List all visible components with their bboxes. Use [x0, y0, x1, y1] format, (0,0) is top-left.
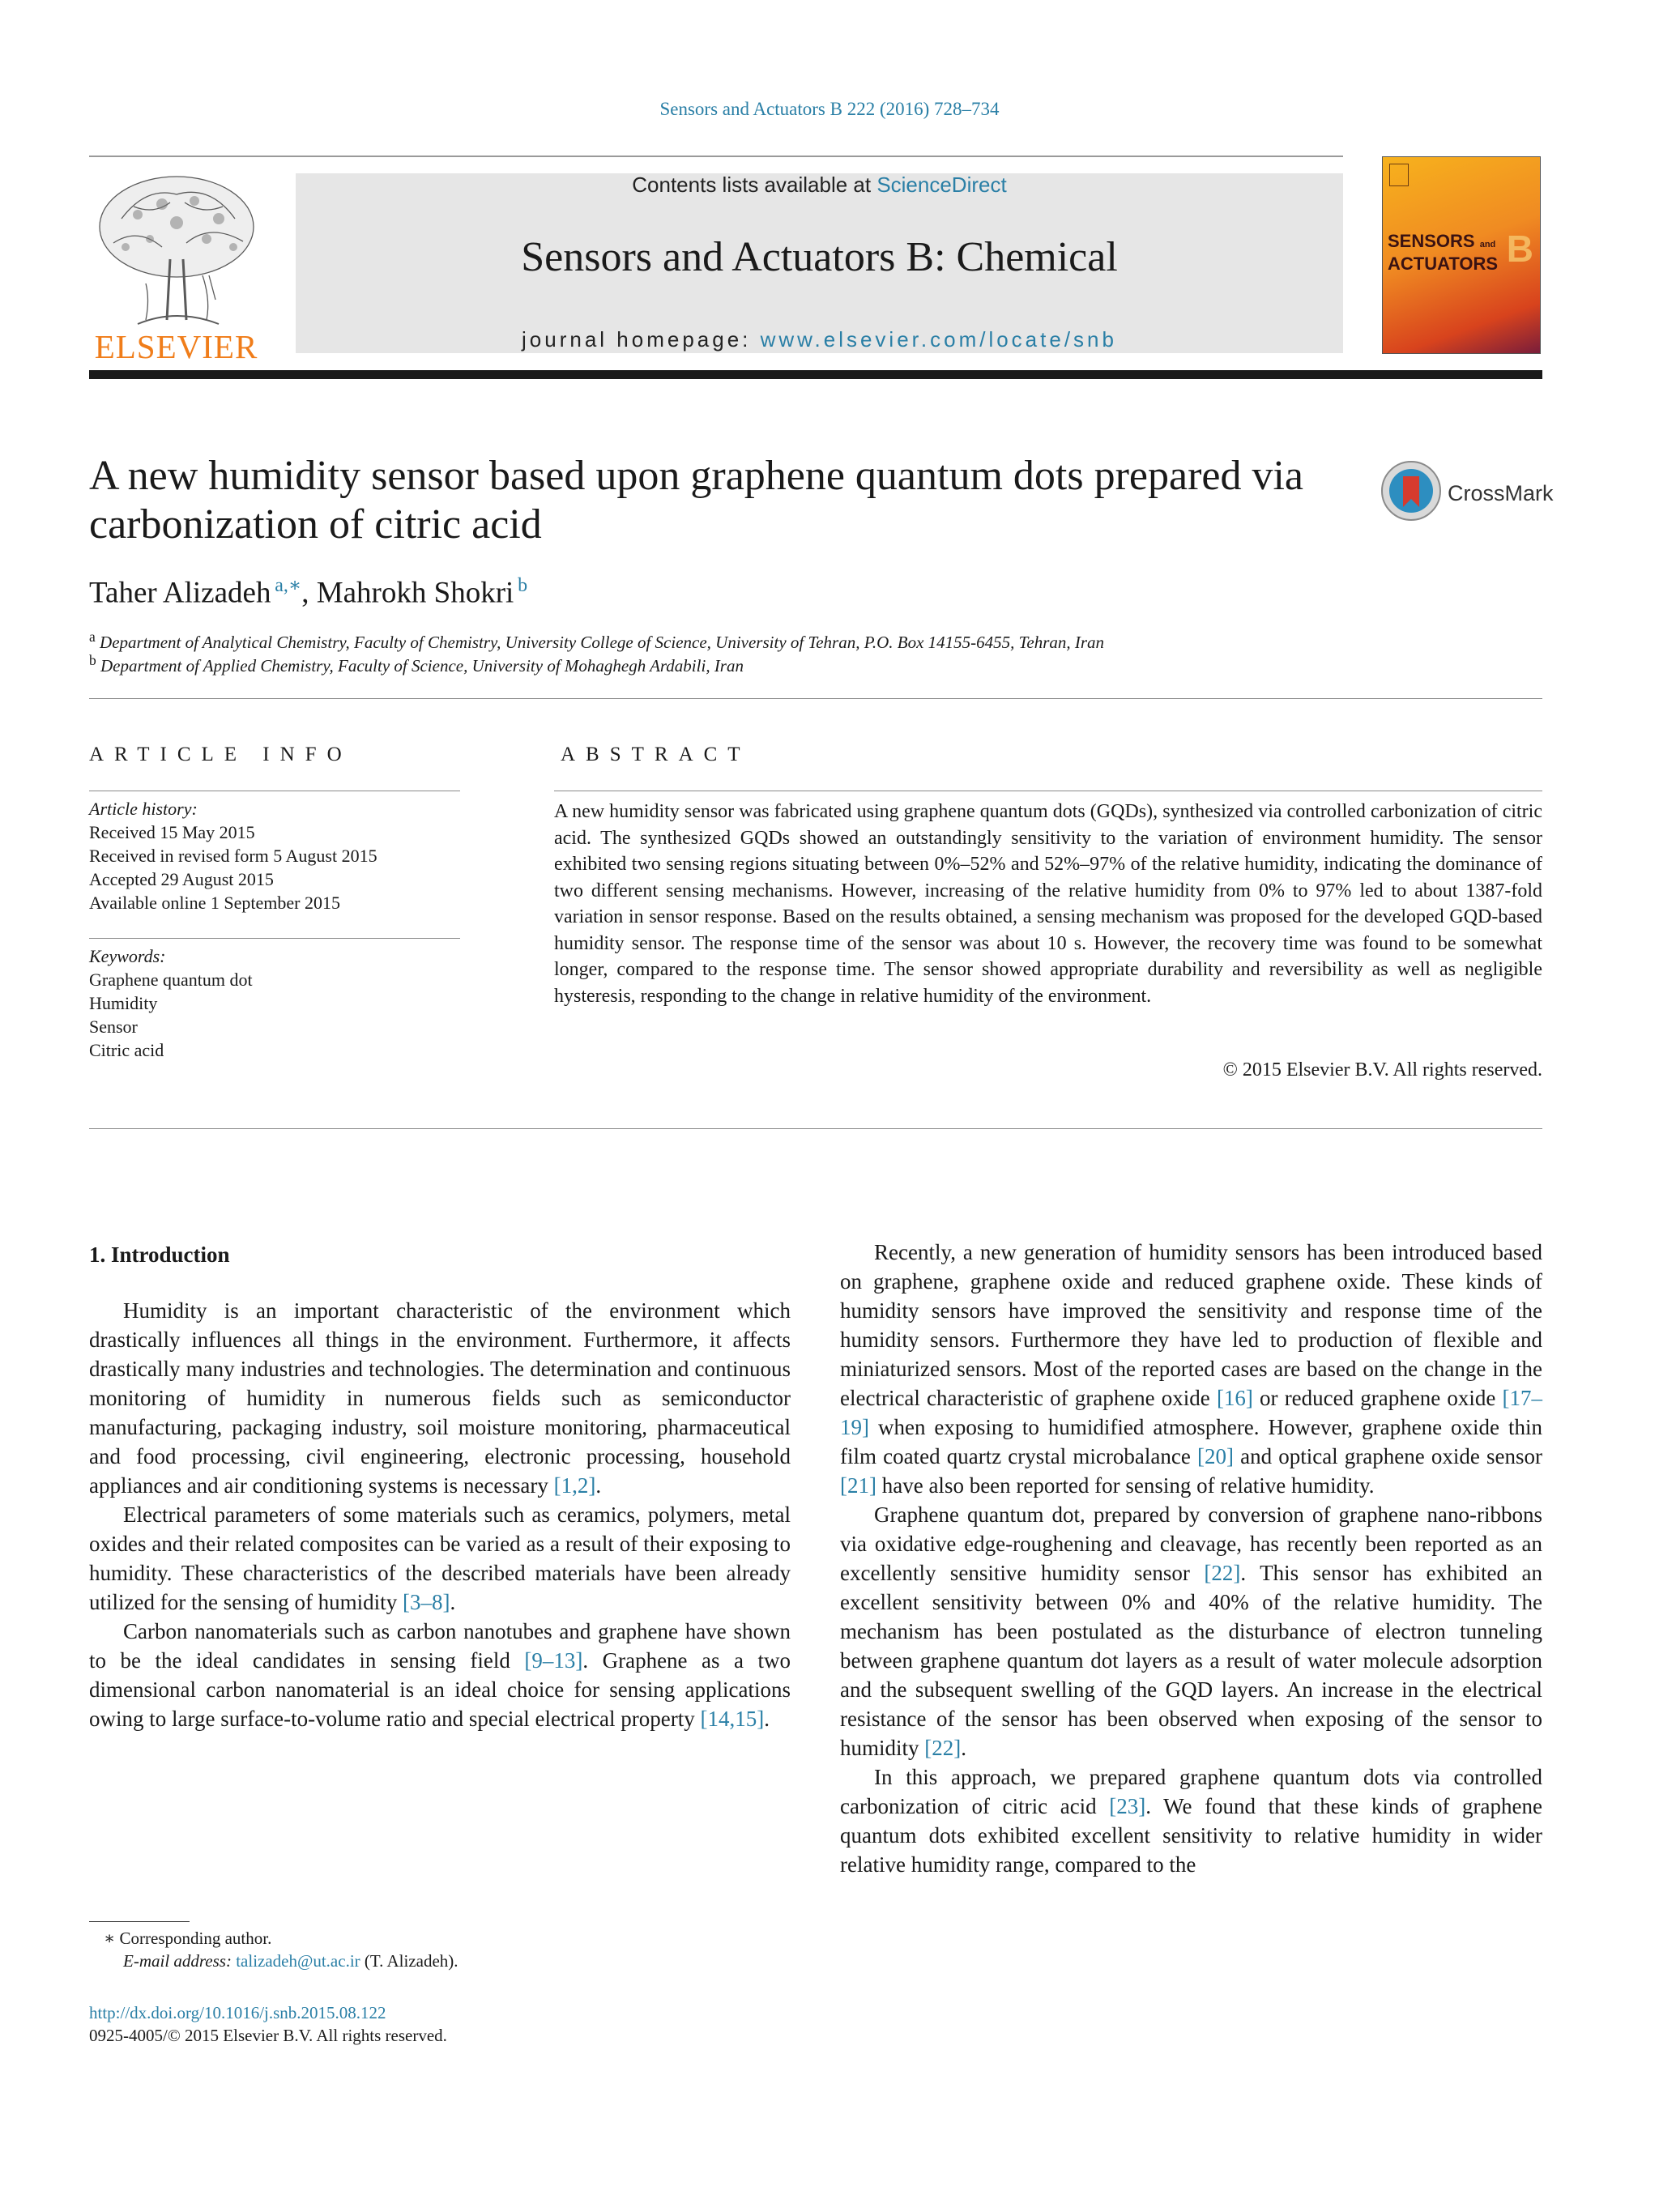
paragraph-text: .: [450, 1590, 456, 1614]
body-paragraph: [89, 1617, 791, 1733]
citation-link[interactable]: [14,15]: [700, 1707, 765, 1731]
paragraph-text: and optical graphene oxide sensor: [1233, 1444, 1542, 1468]
cover-letter: B: [1506, 228, 1533, 270]
section-heading: 1. Introduction: [89, 1242, 230, 1267]
section-rule: [89, 1128, 1542, 1129]
header-rule: [89, 156, 1343, 157]
cover-line2: ACTUATORS: [1388, 254, 1499, 274]
citation-link[interactable]: [16]: [1216, 1386, 1253, 1410]
citation-link[interactable]: [9–13]: [524, 1648, 583, 1673]
citation-link[interactable]: [22]: [1204, 1561, 1241, 1585]
author-affil-marker[interactable]: b: [518, 575, 528, 596]
crossmark-label[interactable]: CrossMark: [1448, 481, 1554, 505]
keywords-heading: Keywords:: [89, 946, 166, 966]
author-name[interactable]: Taher Alizadeh: [89, 576, 271, 610]
journal-title: Sensors and Actuators B: Chemical: [521, 234, 1118, 280]
contents-line: [296, 173, 1343, 198]
history-item: Available online 1 September 2015: [89, 893, 340, 913]
header-thick-rule: [89, 370, 1542, 379]
paragraph-text: .: [764, 1707, 770, 1731]
paragraph-text: .: [595, 1473, 602, 1498]
email-suffix: (T. Alizadeh).: [360, 1951, 458, 1971]
author-name[interactable]: Mahrokh Shokri: [316, 576, 514, 610]
keywords: [89, 944, 253, 1062]
elsevier-wordmark: ELSEVIER: [94, 328, 258, 365]
body-paragraph: [89, 1500, 791, 1617]
homepage-link[interactable]: www.elsevier.com/locate/snb: [760, 327, 1117, 352]
paragraph-text: . Graphene as a two dimensional carbon nanomaterial is an ideal choice for sensing applications owing to large surface-to-volume ratio and special electrical property: [89, 1648, 791, 1731]
homepage-prefix: journal homepage:: [522, 327, 761, 352]
history-item: Received 15 May 2015: [89, 822, 255, 842]
body-paragraph: [840, 1238, 1542, 1500]
cover-title: [1388, 232, 1498, 273]
sciencedirect-link[interactable]: ScienceDirect: [876, 173, 1007, 197]
cover-and: and: [1479, 240, 1496, 249]
citation-link[interactable]: [17–19]: [840, 1386, 1542, 1439]
body-paragraph: [89, 1296, 791, 1500]
doi-link[interactable]: http://dx.doi.org/10.1016/j.snb.2015.08.122: [89, 2003, 386, 2022]
info-rule: [89, 938, 460, 939]
section-rule: [89, 698, 1542, 699]
history-item: Received in revised form 5 August 2015: [89, 846, 377, 866]
email-note: [123, 1951, 458, 1971]
citation-link[interactable]: [22]: [924, 1736, 962, 1760]
citation-link[interactable]: [3–8]: [402, 1590, 450, 1614]
email-label: E-mail address:: [123, 1951, 237, 1971]
footnote-rule: [89, 1921, 190, 1922]
affiliation: [89, 629, 1104, 653]
affiliation-marker: b: [89, 652, 96, 668]
author-separator: ,: [301, 576, 317, 610]
body-paragraph: [840, 1500, 1542, 1762]
author-list: [89, 573, 527, 610]
paragraph-text: Humidity is an important characteristic of the environment which drastically influences all things in the environment. Furthermore, it affects drastically many industries and technologies. The determination and continuous monitoring of humidity in numerous fields such as semiconductor manufacturing, packaging industry, soil moisture monitoring, pharmaceutical and food processing, civil engineering, electronic processing, household appliances and air conditioning systems is necessary: [89, 1298, 791, 1498]
affiliation: [89, 652, 744, 676]
history-heading: Article history:: [89, 799, 198, 819]
citation-link[interactable]: [21]: [840, 1473, 876, 1498]
body-paragraph: [840, 1762, 1542, 1879]
running-head-citation[interactable]: Sensors and Actuators B 222 (2016) 728–734: [659, 99, 1000, 119]
paragraph-text: .: [961, 1736, 966, 1760]
crossmark-icon[interactable]: [1379, 458, 1444, 523]
body-column-right: [840, 1238, 1542, 1879]
abstract-text: A new humidity sensor was fabricated using graphene quantum dots (GQDs), synthesized via controlled carbonization of citric acid. The synthesized GQDs showed an outstandingly sensitivity to the variation of environment humidity. The sensor exhibited two sensing regions situating between 0%–52% and 52%–97% of the relative humidity, indicating the dominance of two different sensing mechanisms. However, increasing of the relative humidity from 0% to 97% led to about 1387-fold variation in sensor response. Based on the results obtained, a sensing mechanism was proposed for the developed GQD-based humidity sensor. The response time of the sensor was about 10 s. However, the recovery time was found to be somewhat longer, compared to the response time. The sensor showed appropriate durability and reversibility as well as negligible hysteresis, responding to the change in relative humidity of the environment.: [554, 801, 1542, 1007]
paragraph-text: Carbon nanomaterials such as carbon nanotubes and graphene have shown to be the ideal candidates in sensing field: [89, 1619, 791, 1673]
paragraph-text: Electrical parameters of some materials such as ceramics, polymers, metal oxides and their related composites can be varied as a result of their exposing to humidity. These characteristics of the described materials have been already utilized for the sensing of humidity: [89, 1502, 791, 1614]
affiliation-marker: a: [89, 629, 96, 645]
affiliation-text: Department of Analytical Chemistry, Faculty of Chemistry, University College of Science, University of Tehran, P.O. Box 14155-6455, Tehran, Iran: [100, 633, 1105, 652]
keyword-item: Humidity: [89, 993, 158, 1013]
email-link[interactable]: talizadeh@ut.ac.ir: [236, 1951, 360, 1971]
paragraph-text: . This sensor has exhibited an excellent sensitivity between 0% and 40% of the relative humidity. The mechanism has been postulated as the disturbance of electron tunneling between graphene quantum dot layers as a result of water molecule adsorption and the subsequent swelling of the GQD layers. An increase in the electrical resistance of the sensor has been observed when exposing of the sensor to humidity: [840, 1561, 1542, 1760]
keyword-item: Graphene quantum dot: [89, 970, 253, 990]
article-title: A new humidity sensor based upon graphene quantum dots prepared via carbonization of citric acid: [89, 453, 1303, 548]
issn-line: 0925-4005/© 2015 Elsevier B.V. All rights reserved.: [89, 2026, 447, 2045]
contents-prefix: Contents lists available at: [632, 173, 877, 197]
abstract-heading: ABSTRACT: [561, 744, 751, 765]
paragraph-text: In this approach, we prepared graphene quantum dots via controlled carbonization of citric acid: [840, 1765, 1542, 1818]
article-history: [89, 797, 377, 914]
paragraph-text: or reduced graphene oxide: [1252, 1386, 1503, 1410]
paragraph-text: Graphene quantum dot, prepared by conversion of graphene nano-ribbons via oxidative edge-roughening and cleavage, has recently been reported as an excellently sensitive humidity sensor: [840, 1502, 1542, 1585]
paragraph-text: . We found that these kinds of graphene quantum dots exhibited excellent sensitivity to relative humidity in wider relative humidity range, compared to the: [840, 1794, 1543, 1877]
paragraph-text: have also been reported for sensing of relative humidity.: [876, 1473, 1375, 1498]
journal-homepage: [296, 327, 1343, 352]
author-affil-marker[interactable]: a,∗: [275, 575, 302, 596]
keyword-item: Sensor: [89, 1016, 138, 1037]
cover-publisher-icon: [1389, 164, 1409, 186]
history-item: Accepted 29 August 2015: [89, 869, 274, 889]
paragraph-text: Recently, a new generation of humidity sensors has been introduced based on graphene, graphene oxide and reduced graphene oxide. These kinds of humidity sensors have improved the sensitivity and response time of the humidity sensors. Furthermore they have led to production of flexible and miniaturized sensors. Most of the reported cases are based on the change in the electrical characteristic of graphene oxide: [840, 1240, 1542, 1410]
affiliation-text: Department of Applied Chemistry, Faculty of Science, University of Mohaghegh Ardabili, Iran: [100, 656, 744, 676]
body-column-left: [89, 1296, 791, 1733]
paragraph-text: when exposing to humidified atmosphere. However, graphene oxide thin film coated quartz crystal microbalance: [840, 1415, 1542, 1468]
keyword-item: Citric acid: [89, 1040, 164, 1060]
citation-link[interactable]: [23]: [1109, 1794, 1146, 1818]
cover-line1: SENSORS: [1388, 231, 1475, 251]
citation-link[interactable]: [20]: [1196, 1444, 1234, 1468]
article-info-heading: ARTICLE INFO: [89, 744, 352, 765]
journal-cover-image[interactable]: [1382, 156, 1541, 354]
corresponding-author-note: ∗ Corresponding author.: [104, 1929, 272, 1948]
citation-link[interactable]: [1,2]: [553, 1473, 596, 1498]
abstract-copyright: © 2015 Elsevier B.V. All rights reserved.: [1222, 1059, 1542, 1080]
